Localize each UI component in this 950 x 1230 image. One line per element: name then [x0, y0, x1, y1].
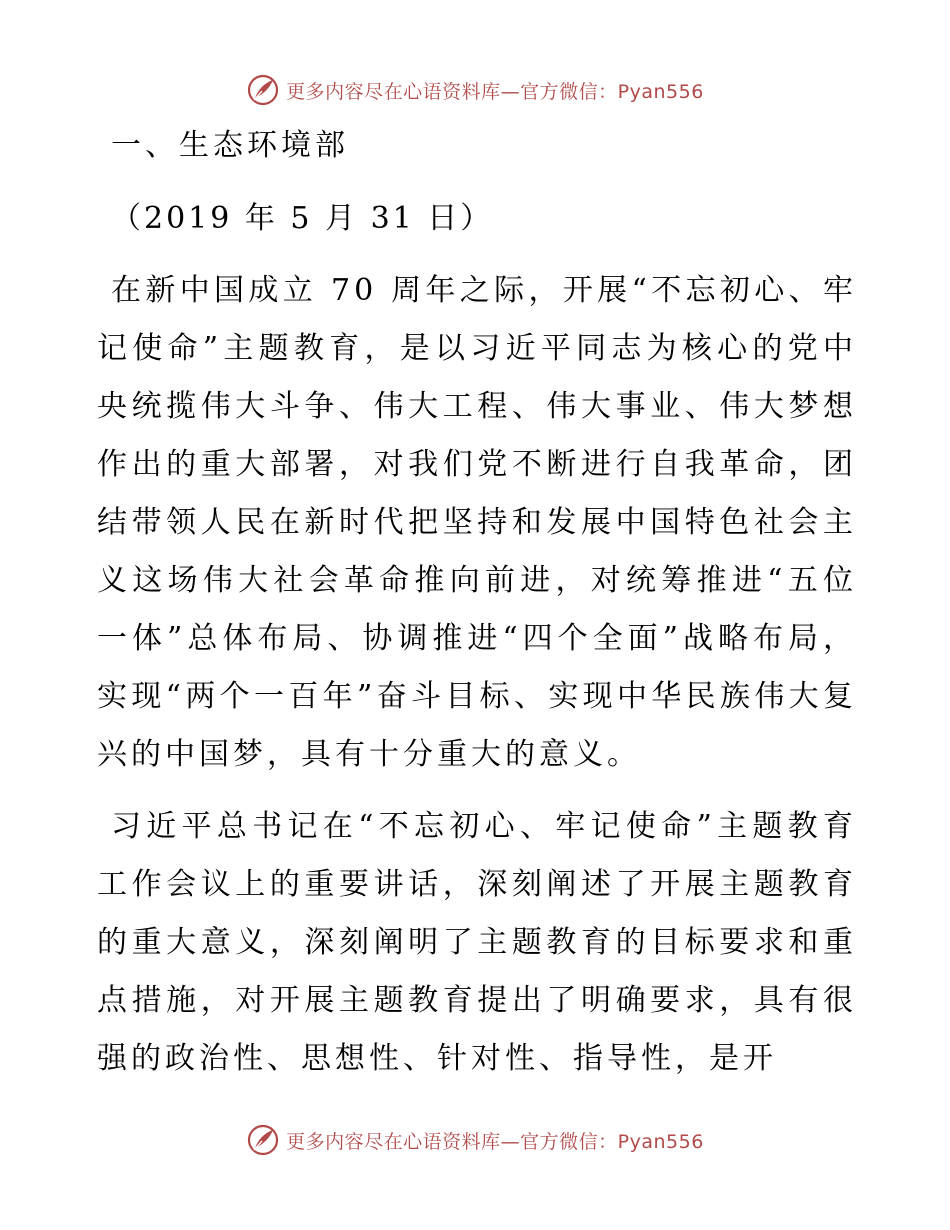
document-date: （2019 年 5 月 31 日）	[111, 201, 494, 236]
feather-pen-logo-icon	[246, 73, 280, 107]
watermark-text: 更多内容尽在心语资料库—官方微信：Pyan556	[286, 1130, 704, 1153]
feather-pen-logo-icon	[246, 1123, 280, 1157]
document-body	[97, 116, 857, 1088]
section-heading: 一、生态环境部	[111, 128, 349, 163]
paragraph-2: 习近平总书记在“不忘初心、牢记使命”主题教育工作会议上的重要讲话，深刻阐述了开展主题教育的重大意义，深刻阐明了主题教育的目标要求和重点措施，对开展主题教育提出了明确要求，具有很强的政治性、思想性、针对性、指导性，是开	[97, 809, 857, 1076]
paragraph-1: 在新中国成立 70 周年之际，开展“不忘初心、牢记使命”主题教育，是以习近平同志为核心的党中央统揽伟大斗争、伟大工程、伟大事业、伟大梦想作出的重大部署，对我们党不断进行自我革命，团结带领人民在新时代把坚持和发展中国特色社会主义这场伟大社会革命推向前进，对统筹推进“五位一体”总体布局、协调推进“四个全面”战略布局，实现“两个一百年”奋斗目标、实现中华民族伟大复兴的中国梦，具有十分重大的意义。	[97, 273, 857, 772]
watermark-header	[0, 70, 950, 110]
watermark-text: 更多内容尽在心语资料库—官方微信：Pyan556	[286, 80, 704, 103]
watermark-footer	[0, 1120, 950, 1160]
